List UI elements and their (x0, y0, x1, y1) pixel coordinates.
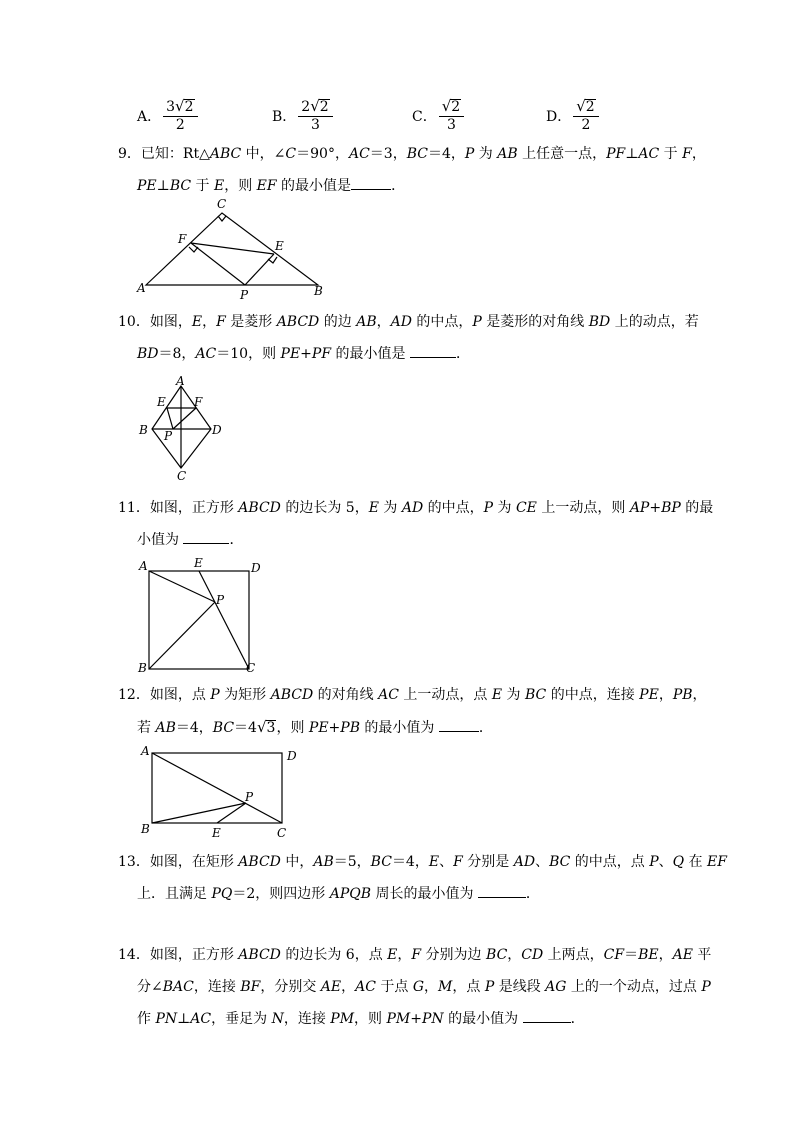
fraction: $\frac{√2}{2}$ (573, 98, 598, 134)
q10-figure (135, 372, 230, 482)
fraction: $\frac{3√2}{2}$ (163, 98, 197, 134)
fraction: $\frac{√2}{3}$ (439, 98, 464, 134)
label-a: A (137, 281, 146, 295)
label-e: E (194, 556, 203, 570)
label-f: F (178, 232, 187, 246)
q11-line-1: 11．如图，正方形 ABCD 的边长为 5，E 为 AD 的中点，P 为 CE 上一动点，则 AP+BP 的最 (118, 500, 714, 516)
label-d: D (251, 561, 261, 575)
label-a: A (176, 374, 185, 388)
label-p: P (245, 790, 254, 804)
label-c: C (277, 826, 287, 840)
q13-line-2: 上．且满足 PQ＝2，则四边形 APQB 周长的最小值为 ． (137, 886, 540, 902)
label-d: D (212, 423, 222, 437)
q12-line-2: 若 AB＝4，BC＝4√3，则 PE+PB 的最小值为 ． (137, 718, 493, 736)
label-e: E (212, 826, 221, 840)
q12-line-1: 12．如图，点 P 为矩形 ABCD 的对角线 AC 上一动点，点 E 为 BC 的中点，连接 PE，PB， (118, 687, 707, 703)
label-e: E (275, 239, 284, 253)
answer-blank (410, 345, 456, 358)
q11-figure (134, 556, 264, 676)
label-b: B (138, 661, 147, 675)
label-b: B (141, 822, 150, 836)
label-p: P (240, 288, 249, 302)
q13-line-1: 13．如图，在矩形 ABCD 中，AB＝5，BC＝4，E、F 分别是 AD、BC 的中点，点 P、Q 在 EF (118, 854, 727, 870)
label-e: E (157, 395, 166, 409)
label-f: F (194, 395, 203, 409)
label-p: P (164, 429, 173, 443)
label-c: C (177, 469, 187, 482)
q12-figure (135, 740, 305, 840)
choice-b: B． $\frac{2√2}{3}$ (272, 98, 333, 134)
choice-d: D． $\frac{√2}{2}$ (546, 98, 599, 134)
fraction: $\frac{2√2}{3}$ (298, 98, 332, 134)
label-d: D (287, 749, 297, 763)
answer-blank (523, 1010, 571, 1023)
q11-line-2: 小值为 ． (137, 532, 244, 548)
q14-line-3: 作 PN⊥AC，垂足为 N，连接 PM，则 PM+PN 的最小值为 ． (137, 1011, 585, 1027)
q14-line-2: 分∠BAC，连接 BF，分别交 AE，AC 于点 G，M，点 P 是线段 AG 上的一个动点，过点 P (137, 979, 711, 995)
label-a: A (139, 559, 148, 573)
answer-blank (478, 885, 526, 898)
q10-line-1: 10．如图，E，F 是菱形 ABCD 的边 AB，AD 的中点，P 是菱形的对角线 BD 上的动点，若 (118, 314, 699, 330)
label-b: B (139, 423, 148, 437)
label-a: A (141, 744, 150, 758)
answer-blank (351, 177, 391, 190)
q14-line-1: 14．如图，正方形 ABCD 的边长为 6，点 E，F 分别为边 BC，CD 上两点，CF＝BE，AE 平 (118, 947, 712, 963)
label-c: C (246, 661, 256, 675)
q9-line-1: 9．已知：Rt△ABC 中，∠C＝90°，AC＝3，BC＝4，P 为 AB 上任意一点，PF⊥AC 于 F， (118, 146, 706, 162)
q10-line-2: BD＝8，AC＝10，则 PE+PF 的最小值是 ． (137, 346, 470, 362)
q9-figure (134, 196, 334, 304)
label-p: P (216, 593, 225, 607)
label-c: C (217, 197, 227, 211)
q9-line-2: PE⊥BC 于 E，则 EF 的最小值是 ． (137, 178, 406, 194)
answer-blank (439, 719, 479, 732)
answer-blank (183, 531, 229, 544)
choice-a: A． $\frac{3√2}{2}$ (137, 98, 198, 134)
choice-c: C． $\frac{√2}{3}$ (412, 98, 464, 134)
label-b: B (314, 284, 323, 298)
